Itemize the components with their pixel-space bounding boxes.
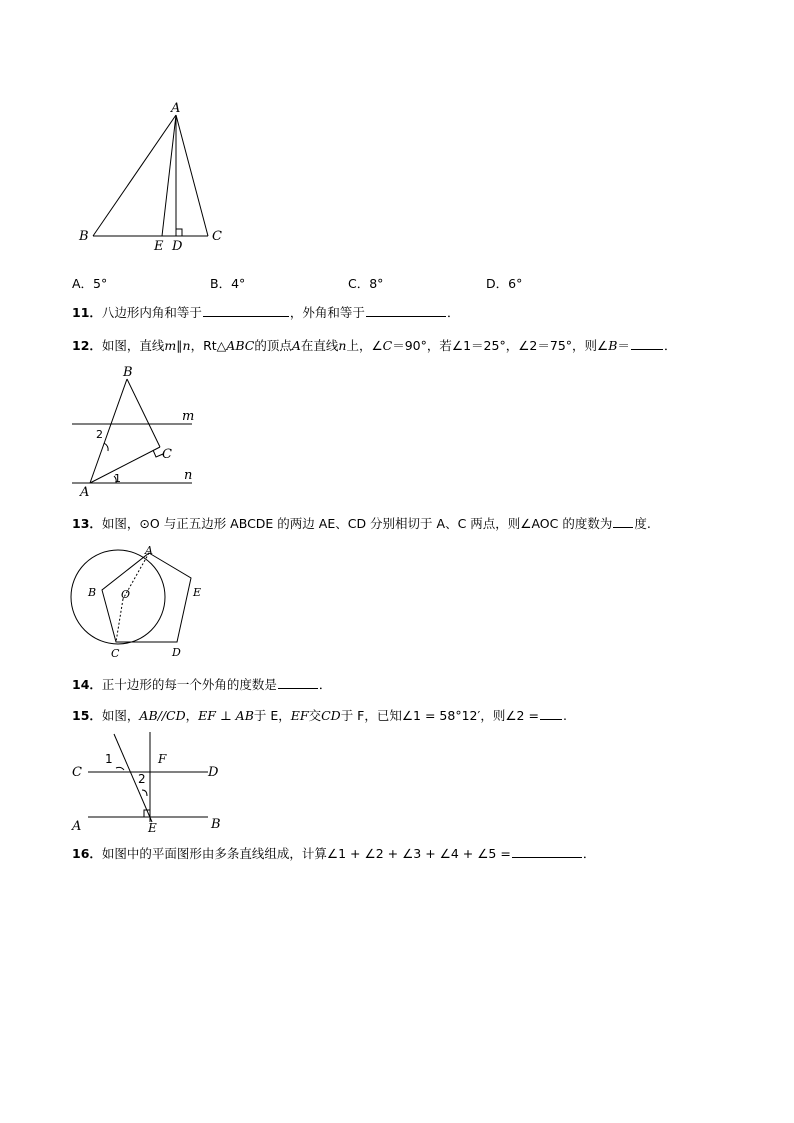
answer-blank (366, 304, 446, 317)
answer-blank (512, 845, 582, 858)
fig10-label-c: C (212, 229, 222, 244)
fig13-label-b: B (88, 586, 97, 599)
question-13: 13．如图，⊙O 与正五边形 ABCDE 的两边 AE、CD 分别相切于 A、C 两点，则∠AOC 的度数为 度. (72, 516, 651, 531)
fig12-label-b: B (123, 365, 133, 380)
fig15-label-b: B (211, 817, 221, 832)
fig15-label-2: 2 (138, 772, 146, 786)
option-c: C．8° (348, 276, 384, 291)
fig15-label-d: D (208, 765, 219, 780)
question-number: 13． (72, 516, 102, 531)
parallel-lines-right-triangle-figure (70, 362, 210, 502)
answer-blank (631, 337, 663, 350)
fig12-label-m: m (182, 409, 195, 424)
question-14: 14．正十边形的每一个外角的度数是 ． (72, 677, 332, 692)
answer-blank (540, 707, 562, 720)
fig13-label-a: A (145, 544, 153, 557)
question-number: 12． (72, 338, 102, 353)
answer-blank (278, 676, 318, 689)
fig10-label-e: E (154, 239, 164, 254)
option-b: B．4° (210, 276, 246, 291)
triangle-abc-figure (70, 100, 240, 255)
fig12-label-1: 1 (114, 472, 121, 485)
circle-pentagon-figure (68, 542, 218, 664)
fig10-label-d: D (172, 239, 183, 254)
fig12-label-c: C (162, 447, 172, 462)
fig15-label-a: A (72, 819, 82, 834)
question-number: 16． (72, 846, 102, 861)
question-15: 15．如图，AB//CD，EF ⊥ AB于 E，EF交CD于 F，已知∠1 = 58°12′，则∠2 = . (72, 708, 567, 723)
fig12-label-2: 2 (96, 428, 103, 441)
question-number: 11． (72, 305, 102, 320)
fig15-label-c: C (72, 765, 82, 780)
fig13-label-c: C (111, 647, 120, 660)
fig15-label-f: F (158, 752, 167, 766)
question-number: 15． (72, 708, 102, 723)
question-16: 16．如图中的平面图形由多条直线组成，计算∠1 + ∠2 + ∠3 + ∠4 + ∠5 = ． (72, 846, 596, 861)
parallel-lines-transversal-figure (68, 730, 228, 836)
answer-blank (203, 304, 289, 317)
question-number: 14． (72, 677, 102, 692)
fig13-label-e: E (193, 586, 202, 599)
fig10-label-a: A (171, 101, 181, 116)
question-12: 12．如图，直线m∥n，Rt△ABC的顶点A在直线n上，∠C＝90°，若∠1＝25°，∠2＝75°，则∠B＝ ． (72, 338, 677, 353)
answer-blank (613, 515, 633, 528)
fig15-label-1: 1 (105, 752, 113, 766)
fig13-label-d: D (172, 646, 181, 659)
fig15-label-e: E (148, 821, 157, 835)
fig13-label-o: O (121, 588, 131, 601)
fig12-label-a: A (80, 485, 90, 500)
question-11: 11．八边形内角和等于 ，外角和等于 ． (72, 305, 460, 320)
option-a: A．5° (72, 276, 108, 291)
option-d: D．6° (486, 276, 523, 291)
fig10-label-b: B (79, 229, 89, 244)
fig12-label-n: n (184, 468, 193, 483)
